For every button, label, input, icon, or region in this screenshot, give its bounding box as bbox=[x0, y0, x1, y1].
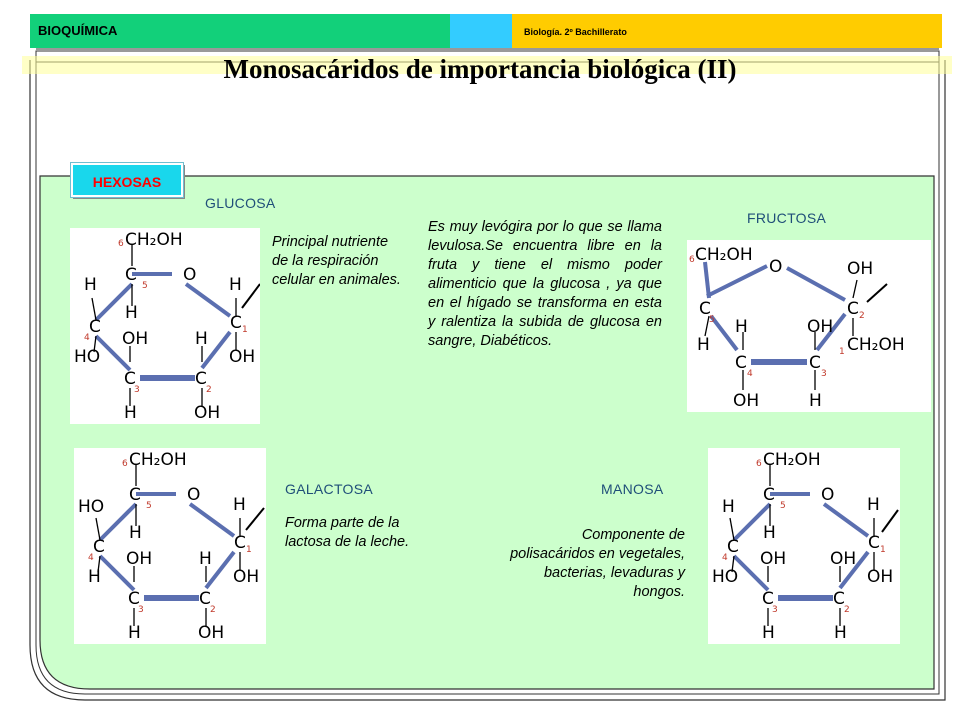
svg-text:C: C bbox=[93, 537, 105, 557]
svg-text:CH₂OH: CH₂OH bbox=[695, 245, 753, 265]
svg-text:C: C bbox=[868, 533, 880, 553]
svg-text:OH: OH bbox=[760, 549, 787, 569]
svg-text:OH: OH bbox=[733, 391, 760, 411]
svg-text:H: H bbox=[84, 275, 97, 295]
svg-text:C: C bbox=[762, 589, 774, 609]
svg-text:O: O bbox=[183, 265, 197, 285]
svg-text:5: 5 bbox=[780, 501, 786, 511]
svg-text:4: 4 bbox=[747, 369, 753, 379]
svg-text:H: H bbox=[735, 317, 748, 337]
svg-text:CH₂OH: CH₂OH bbox=[129, 450, 187, 470]
svg-text:3: 3 bbox=[134, 385, 140, 395]
svg-text:1: 1 bbox=[880, 545, 886, 555]
svg-text:HO: HO bbox=[78, 497, 105, 517]
svg-text:HO: HO bbox=[74, 347, 101, 367]
svg-text:H: H bbox=[229, 275, 242, 295]
svg-text:2: 2 bbox=[859, 311, 865, 321]
svg-text:H: H bbox=[199, 549, 212, 569]
svg-text:C: C bbox=[195, 369, 207, 389]
svg-text:6: 6 bbox=[756, 459, 762, 469]
svg-text:H: H bbox=[722, 497, 735, 517]
svg-text:H: H bbox=[124, 403, 137, 423]
svg-text:OH: OH bbox=[233, 567, 260, 587]
svg-text:6: 6 bbox=[689, 255, 695, 265]
svg-text:CH₂OH: CH₂OH bbox=[847, 335, 905, 355]
hexosas-badge: HEXOSAS bbox=[71, 163, 183, 197]
svg-text:C: C bbox=[89, 317, 101, 337]
svg-text:H: H bbox=[195, 329, 208, 349]
svg-text:H: H bbox=[125, 303, 138, 323]
svg-text:OH: OH bbox=[122, 329, 149, 349]
svg-text:OH: OH bbox=[830, 549, 857, 569]
svg-text:H: H bbox=[129, 523, 142, 543]
svg-text:C: C bbox=[727, 537, 739, 557]
header-course: Biología. 2º Bachillerato bbox=[524, 27, 627, 37]
svg-text:1: 1 bbox=[246, 545, 252, 555]
svg-text:CH₂OH: CH₂OH bbox=[125, 230, 183, 250]
svg-text:1: 1 bbox=[242, 325, 248, 335]
svg-text:OH: OH bbox=[867, 567, 894, 587]
svg-text:C: C bbox=[129, 485, 141, 505]
svg-text:H: H bbox=[763, 523, 776, 543]
svg-text:C: C bbox=[230, 313, 242, 333]
svg-text:C: C bbox=[735, 353, 747, 373]
fructosa-description: Es muy levógira por lo que se llama levulosa.Se encuentra libre en la fruta y tiene el mismo poder alimenticio que la glucosa , ya que en el hígado se transforma en esta y ralentiza la subida de glucosa en sangre, Diabéticos. bbox=[428, 219, 662, 349]
svg-text:C: C bbox=[809, 353, 821, 373]
svg-text:H: H bbox=[867, 495, 880, 515]
svg-text:5: 5 bbox=[142, 281, 148, 291]
svg-text:H: H bbox=[233, 495, 246, 515]
svg-text:H: H bbox=[697, 335, 710, 355]
svg-text:C: C bbox=[833, 589, 845, 609]
svg-text:C: C bbox=[128, 589, 140, 609]
glucosa-structure bbox=[70, 228, 260, 424]
svg-text:5: 5 bbox=[709, 315, 715, 325]
svg-text:4: 4 bbox=[84, 333, 90, 343]
svg-text:4: 4 bbox=[722, 553, 728, 563]
svg-text:H: H bbox=[834, 623, 847, 643]
galactosa-label: GALACTOSA bbox=[285, 481, 374, 497]
svg-text:6: 6 bbox=[118, 239, 124, 249]
svg-text:C: C bbox=[699, 299, 711, 319]
svg-text:C: C bbox=[234, 533, 246, 553]
svg-text:3: 3 bbox=[772, 605, 778, 615]
manosa-structure bbox=[708, 448, 900, 644]
svg-text:6: 6 bbox=[122, 459, 128, 469]
svg-text:H: H bbox=[809, 391, 822, 411]
manosa-label: MANOSA bbox=[601, 481, 664, 497]
svg-text:H: H bbox=[762, 623, 775, 643]
svg-text:2: 2 bbox=[844, 605, 850, 615]
glucosa-description: Principal nutriente de la respiración celular en animales. bbox=[272, 234, 401, 288]
svg-text:3: 3 bbox=[138, 605, 144, 615]
svg-text:OH: OH bbox=[194, 403, 221, 423]
svg-text:C: C bbox=[125, 265, 137, 285]
svg-text:HO: HO bbox=[712, 567, 739, 587]
svg-text:C: C bbox=[199, 589, 211, 609]
svg-text:O: O bbox=[187, 485, 201, 505]
svg-text:2: 2 bbox=[206, 385, 212, 395]
svg-text:H: H bbox=[88, 567, 101, 587]
galactosa-description: Forma parte de la lactosa de la leche. bbox=[285, 515, 410, 550]
glucosa-label: GLUCOSA bbox=[205, 195, 276, 211]
svg-text:2: 2 bbox=[210, 605, 216, 615]
svg-text:OH: OH bbox=[126, 549, 153, 569]
svg-text:5: 5 bbox=[146, 501, 152, 511]
header-middle-bar bbox=[450, 14, 512, 48]
svg-text:C: C bbox=[763, 485, 775, 505]
svg-text:H: H bbox=[128, 623, 141, 643]
svg-text:C: C bbox=[124, 369, 136, 389]
manosa-description: Componente de polisacáridos en vegetales, bacterias, levaduras y hongos. bbox=[510, 527, 685, 600]
galactosa-structure bbox=[74, 448, 266, 644]
fructosa-structure bbox=[687, 240, 931, 412]
svg-text:OH: OH bbox=[807, 317, 834, 337]
svg-text:O: O bbox=[821, 485, 835, 505]
header-subject: BIOQUÍMICA bbox=[38, 23, 118, 38]
fructosa-label: FRUCTOSA bbox=[747, 210, 827, 226]
svg-text:OH: OH bbox=[198, 623, 225, 643]
svg-text:OH: OH bbox=[847, 259, 874, 279]
svg-text:OH: OH bbox=[229, 347, 256, 367]
svg-text:1: 1 bbox=[839, 347, 845, 357]
svg-text:3: 3 bbox=[821, 369, 827, 379]
svg-text:O: O bbox=[769, 257, 783, 277]
svg-text:4: 4 bbox=[88, 553, 94, 563]
svg-text:C: C bbox=[847, 299, 859, 319]
svg-text:CH₂OH: CH₂OH bbox=[763, 450, 821, 470]
page-title: Monosacáridos de importancia biológica (II) bbox=[223, 54, 737, 84]
